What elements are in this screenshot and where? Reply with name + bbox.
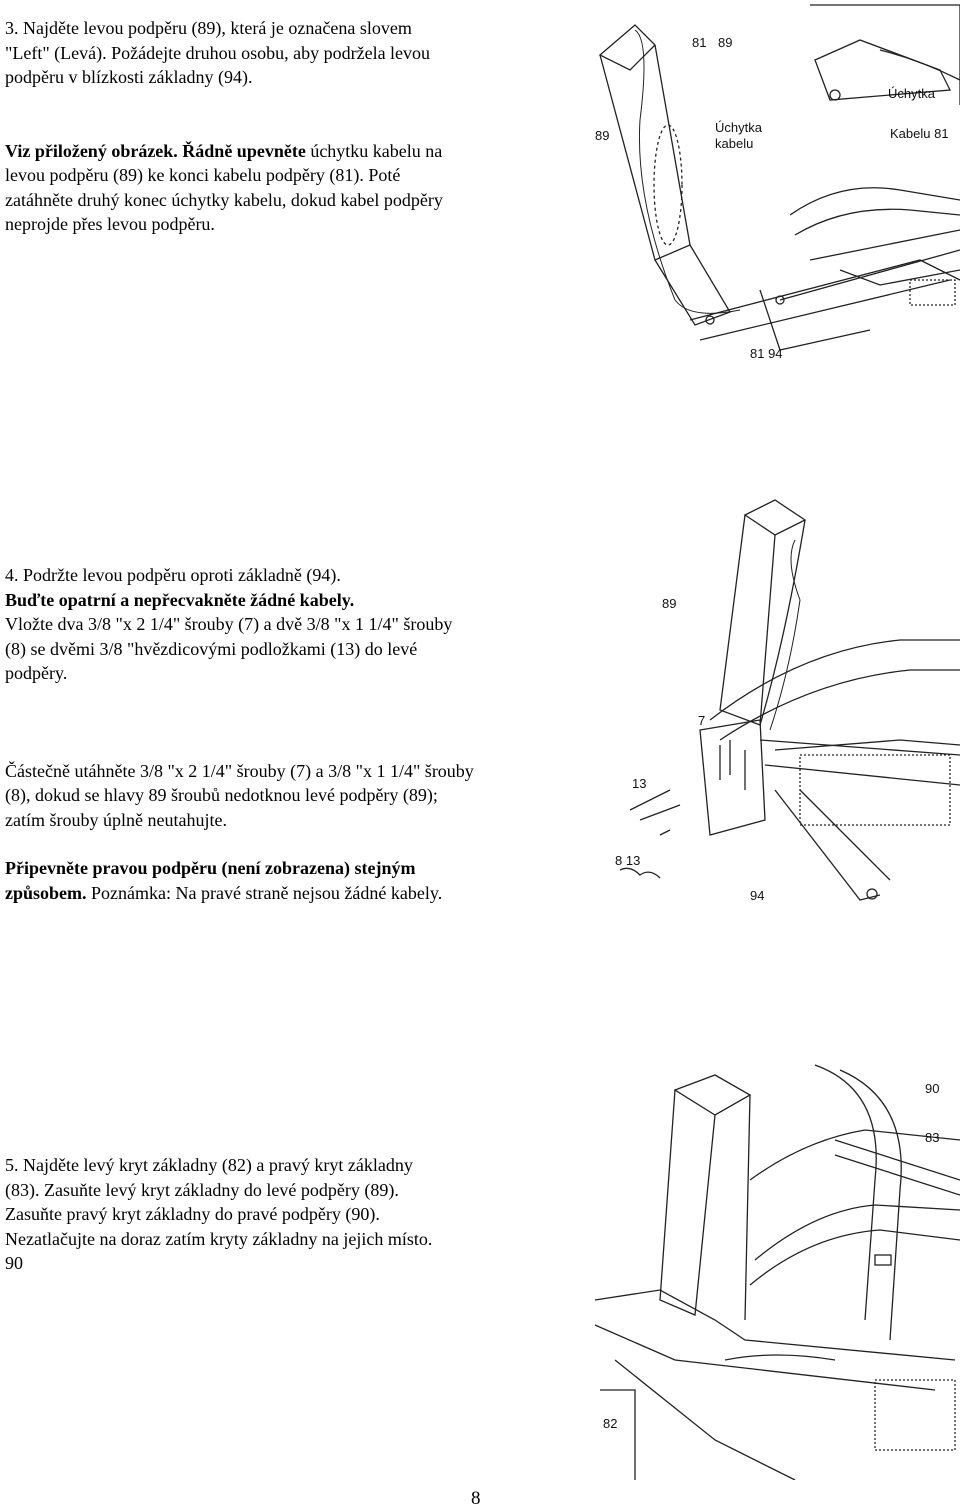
fig1-label-uchytka-kabelu-2: kabelu [715, 136, 754, 151]
figure-step-4-drawing [600, 490, 960, 930]
figure-step-3 [580, 0, 960, 410]
figure-step-5 [575, 1060, 960, 1480]
fig2-label-13: 13 [632, 776, 647, 791]
step-4-bold2: Připevněte pravou podpěru (není zobrazena) stejným způsobem. [5, 858, 416, 903]
step-3-tail: Poté zatáhněte druhý konec úchytky kabelu, dokud kabel podpěry neprojde přes levou podpěru. [5, 165, 443, 234]
fig1-label-81-94: 81 94 [750, 346, 783, 361]
step-4-text [5, 563, 475, 905]
step-3-text [5, 16, 445, 237]
fig3-label-82: 82 [603, 1416, 618, 1431]
step-3-bold: Viz přiložený obrázek. Řádně upevněte [5, 140, 306, 161]
fig3-label-83: 83 [925, 1130, 940, 1145]
step-4-intro: 4. Podržte levou podpěru oproti základně (94). [5, 565, 341, 585]
fig1-label-uchytka: Úchytka [888, 86, 935, 101]
step-5-body: 5. Najděte levý kryt základny (82) a pravý kryt základny (83). Zasuňte levý kryt základny do levé podpěry (89). Zasuňte pravý kryt základny do pravé podpěry (90). Nezatlačujte na doraz zatím kryty základny na jejich místo. 90 [5, 1155, 433, 1273]
fig2-label-94: 94 [750, 888, 765, 903]
step-4-note: Poznámka: Na pravé straně nejsou žádné kabely. [91, 882, 443, 903]
fig2-label-7: 7 [698, 713, 706, 728]
fig1-label-81a: 81 [692, 35, 707, 50]
figure-step-4 [600, 490, 960, 930]
fig1-label-89a: 89 [718, 35, 733, 50]
figure-step-3-drawing [580, 0, 960, 410]
fig2-label-89: 89 [662, 596, 677, 611]
fig1-label-uchytka-kabelu-1: Úchytka [715, 120, 762, 135]
figure-step-5-drawing [575, 1060, 960, 1480]
fig1-label-89: 89 [595, 128, 610, 143]
fig1-label-kabelu-81: Kabelu 81 [890, 126, 949, 141]
fig3-label-90: 90 [925, 1081, 940, 1096]
fig2-label-8-13: 8 13 [615, 853, 641, 868]
step-4-para2: Částečně utáhněte 3/8 "x 2 1/4" šrouby (7) a 3/8 "x 1 1/4" šrouby (8), dokud se hlavy 89 šroubů nedotknou levé podpěry (89); zatím šrouby úplně neutahujte. [5, 760, 474, 830]
page-number: 8 [471, 1488, 481, 1509]
step-5-text [5, 1153, 445, 1276]
step-4-rest: Vložte dva 3/8 "x 2 1/4" šrouby (7) a dvě 3/8 "x 1 1/4" šrouby (8) se dvěmi 3/8 "hvězdicovými podložkami (13) do levé podpěry. [5, 614, 453, 683]
step-3-intro: 3. Najděte levou podpěru (89), která je označena slovem "Left" (Levá). Požádejte druhou osobu, aby podržela levou podpěru v blízkosti základny (94). [5, 18, 431, 87]
step-4-bold: Buďte opatrní a nepřecvakněte žádné kabely. [5, 589, 355, 610]
step-3-rest: úchytku kabelu na levou podpěru (89) ke konci kabelu podpěry (81). [5, 140, 443, 185]
